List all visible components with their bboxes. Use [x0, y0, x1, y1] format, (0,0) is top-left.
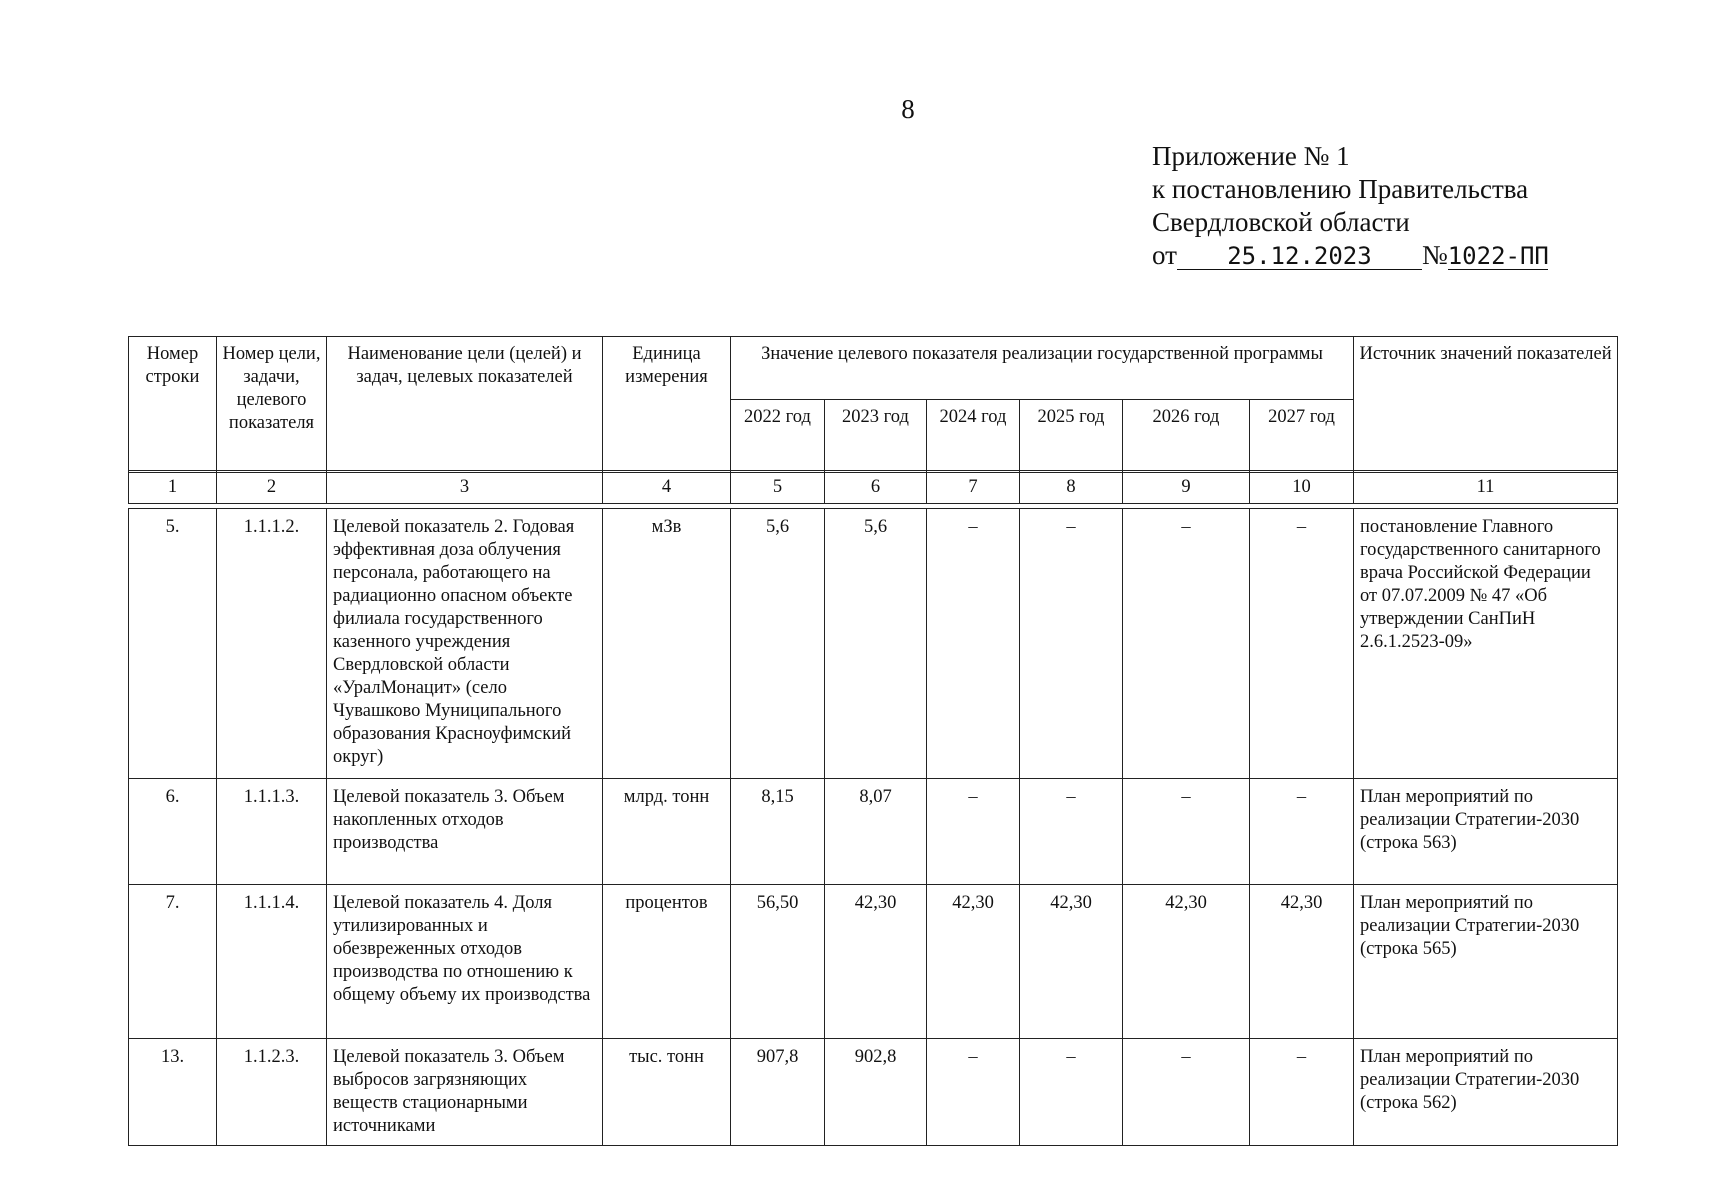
column-number: 8 [1020, 471, 1123, 504]
column-number: 2 [217, 471, 327, 504]
cell-value: 42,30 [927, 885, 1020, 1039]
cell-unit: млрд. тонн [603, 779, 731, 885]
cell-value: – [1020, 1039, 1123, 1146]
column-number: 6 [825, 471, 927, 504]
column-number: 7 [927, 471, 1020, 504]
cell-row-number: 13. [129, 1039, 217, 1146]
cell-code: 1.1.1.4. [217, 885, 327, 1039]
cell-value: 5,6 [825, 509, 927, 779]
appendix-block [1152, 140, 1582, 275]
cell-value: 42,30 [1123, 885, 1250, 1039]
table-row [129, 1039, 1618, 1146]
header-value-group: Значение целевого показателя реализации государственной программы [731, 337, 1354, 400]
appendix-title: Приложение № 1 [1152, 141, 1350, 171]
header-year: 2023 год [825, 400, 927, 473]
cell-unit: тыс. тонн [603, 1039, 731, 1146]
cell-value: – [1250, 779, 1354, 885]
header-year: 2025 год [1020, 400, 1123, 473]
header-source: Источник значений показателей [1354, 337, 1618, 473]
table-column-numbers [128, 470, 1618, 504]
cell-row-number: 6. [129, 779, 217, 885]
cell-code: 1.1.1.3. [217, 779, 327, 885]
header-row-number: Номер строки [129, 337, 217, 473]
cell-name: Целевой показатель 3. Объем выбросов загрязняющих веществ стационарными источниками [327, 1039, 603, 1146]
cell-value: 42,30 [825, 885, 927, 1039]
cell-name: Целевой показатель 4. Доля утилизированных и обезвреженных отходов производства по отношению к общему объему их производства [327, 885, 603, 1039]
column-number: 5 [731, 471, 825, 504]
header-year: 2022 год [731, 400, 825, 473]
cell-value: – [927, 779, 1020, 885]
decree-date: 25.12.2023 [1177, 243, 1422, 270]
header-name: Наименование цели (целей) и задач, целевых показателей [327, 337, 603, 473]
cell-value: – [1020, 779, 1123, 885]
appendix-date-line [1152, 239, 1582, 275]
cell-value: 902,8 [825, 1039, 927, 1146]
column-number: 10 [1250, 471, 1354, 504]
cell-unit: процентов [603, 885, 731, 1039]
table-row [129, 779, 1618, 885]
page-number: 8 [901, 94, 915, 124]
cell-source: постановление Главного государственного санитарного врача Российской Федерации от 07.07.2009 № 47 «Об утверждении СанПиН 2.6.1.2523-09» [1354, 509, 1618, 779]
cell-value: – [927, 509, 1020, 779]
cell-code: 1.1.2.3. [217, 1039, 327, 1146]
cell-value: 42,30 [1250, 885, 1354, 1039]
column-number: 4 [603, 471, 731, 504]
cell-value: – [927, 1039, 1020, 1146]
cell-source: План мероприятий по реализации Стратегии-2030 (строка 563) [1354, 779, 1618, 885]
cell-value: 42,30 [1020, 885, 1123, 1039]
cell-name: Целевой показатель 3. Объем накопленных отходов производства [327, 779, 603, 885]
table-header [128, 336, 1618, 473]
column-number: 3 [327, 471, 603, 504]
column-number: 11 [1354, 471, 1618, 504]
cell-code: 1.1.1.2. [217, 509, 327, 779]
table-row [129, 509, 1618, 779]
cell-value: – [1020, 509, 1123, 779]
header-year: 2024 год [927, 400, 1020, 473]
header-year: 2026 год [1123, 400, 1250, 473]
cell-value: 8,07 [825, 779, 927, 885]
from-label: от [1152, 240, 1177, 270]
cell-value: 56,50 [731, 885, 825, 1039]
cell-row-number: 7. [129, 885, 217, 1039]
decree-number: 1022-ПП [1447, 242, 1549, 270]
cell-value: – [1123, 779, 1250, 885]
cell-value: – [1123, 1039, 1250, 1146]
header-goal-number: Номер цели, задачи, целевого показателя [217, 337, 327, 473]
table-row [129, 885, 1618, 1039]
cell-value: – [1250, 1039, 1354, 1146]
cell-value: 5,6 [731, 509, 825, 779]
cell-name: Целевой показатель 2. Годовая эффективная доза облучения персонала, работающего на радиационно опасном объекте филиала государственного казенного учреждения Свердловской области «УралМонацит» (село Чувашково Муниципального образования Красноуфимский округ) [327, 509, 603, 779]
cell-row-number: 5. [129, 509, 217, 779]
header-unit: Единица измерения [603, 337, 731, 473]
cell-value: – [1250, 509, 1354, 779]
cell-value: 8,15 [731, 779, 825, 885]
column-number: 9 [1123, 471, 1250, 504]
appendix-decree: к постановлению Правительства [1152, 174, 1529, 204]
number-label: № [1421, 240, 1448, 270]
cell-value: 907,8 [731, 1039, 825, 1146]
cell-source: План мероприятий по реализации Стратегии-2030 (строка 562) [1354, 1039, 1618, 1146]
column-number: 1 [129, 471, 217, 504]
cell-source: План мероприятий по реализации Стратегии-2030 (строка 565) [1354, 885, 1618, 1039]
cell-unit: мЗв [603, 509, 731, 779]
appendix-region: Свердловской области [1152, 207, 1410, 237]
table-body [128, 508, 1618, 1146]
cell-value: – [1123, 509, 1250, 779]
header-year: 2027 год [1250, 400, 1354, 473]
